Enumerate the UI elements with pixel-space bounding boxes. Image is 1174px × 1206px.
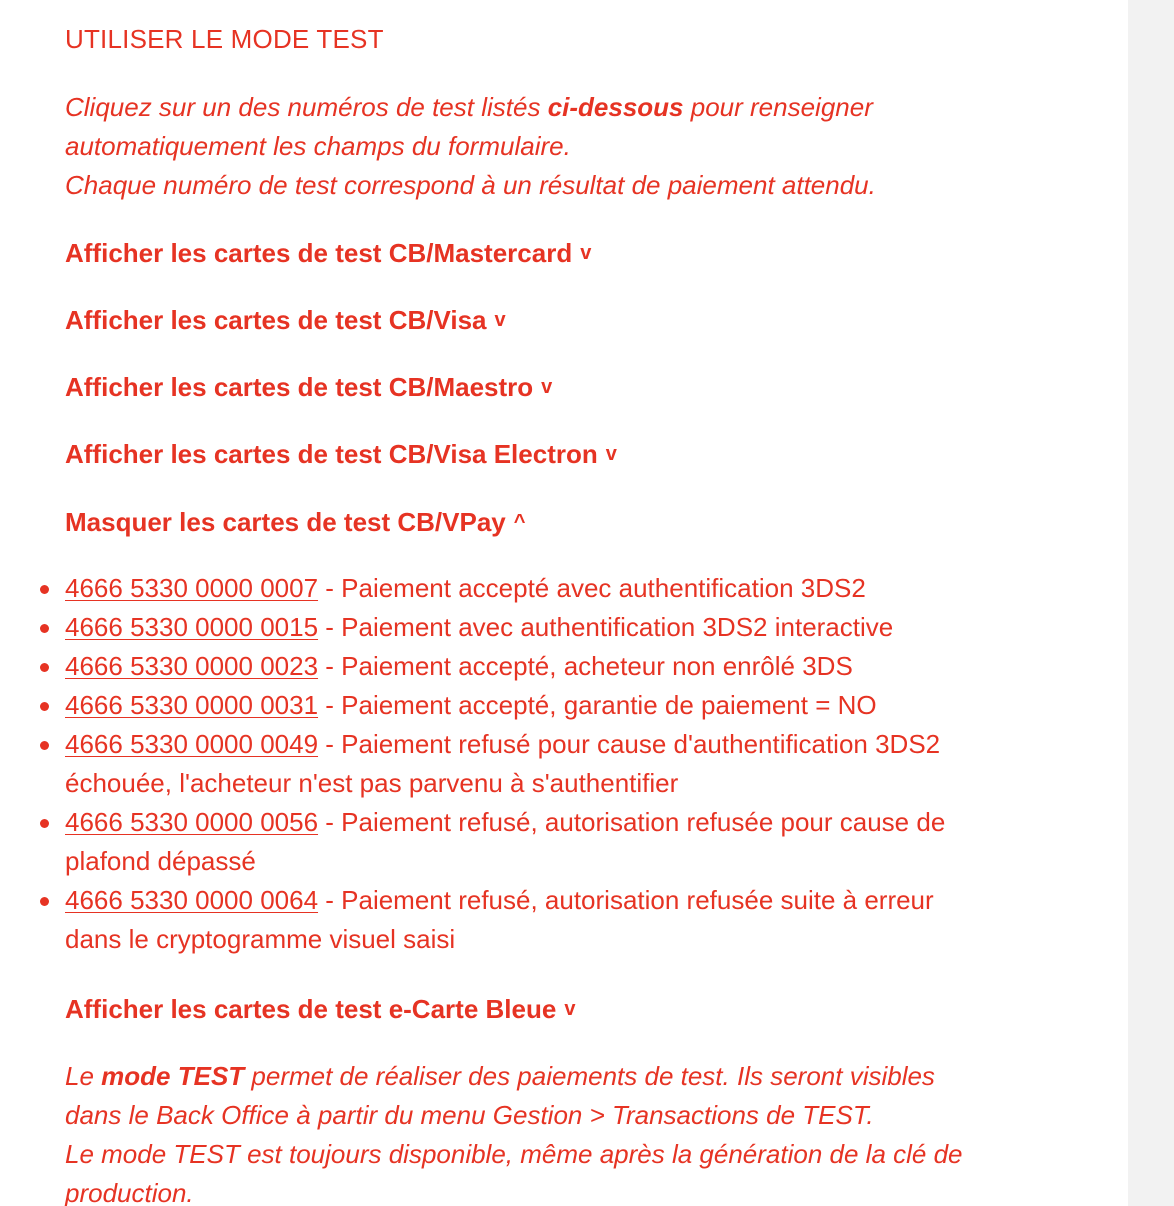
card-description-continued: dans le cryptogramme visuel saisi <box>65 924 456 954</box>
note-line3: Le mode TEST est toujours disponible, même après la génération de la clé de <box>65 1139 963 1169</box>
card-description: - Paiement refusé pour cause d'authentification 3DS2 <box>318 729 941 759</box>
card-description: - Paiement accepté avec authentification 3DS2 <box>318 573 866 603</box>
toggle-mastercard-cards[interactable] <box>65 236 591 270</box>
test-card-link[interactable]: 4666 5330 0000 0064 <box>65 885 319 915</box>
intro-line1-end: pour renseigner <box>683 92 873 122</box>
bullet-icon <box>40 897 49 906</box>
bullet-icon <box>40 702 49 711</box>
toggle-maestro-label: Afficher les cartes de test CB/Maestro <box>65 372 534 402</box>
test-card-link[interactable]: 4666 5330 0000 0031 <box>65 690 319 720</box>
card-description: - Paiement refusé, autorisation refusée pour cause de <box>318 807 946 837</box>
list-item <box>65 647 1125 686</box>
note-line1-start: Le <box>65 1061 102 1091</box>
toggle-vpay-label: Masquer les cartes de test CB/VPay <box>65 507 506 537</box>
chevron-down-icon: v <box>564 998 576 1020</box>
chevron-down-icon: v <box>494 309 506 331</box>
test-card-link[interactable]: 4666 5330 0000 0007 <box>65 573 319 603</box>
test-card-link[interactable]: 4666 5330 0000 0023 <box>65 651 319 681</box>
chevron-down-icon: v <box>605 443 617 465</box>
test-card-link[interactable]: 4666 5330 0000 0049 <box>65 729 319 759</box>
chevron-up-icon: ^ <box>513 511 526 533</box>
vpay-card-list <box>0 569 1125 959</box>
toggle-mastercard-label: Afficher les cartes de test CB/Mastercard <box>65 238 573 268</box>
list-item <box>65 881 1125 959</box>
toggle-ecarte-bleue-cards[interactable] <box>65 992 575 1026</box>
note-line4: production. <box>65 1178 194 1206</box>
card-description: - Paiement avec authentification 3DS2 interactive <box>318 612 894 642</box>
chevron-down-icon: v <box>541 376 553 398</box>
toggle-ecarte-label: Afficher les cartes de test e-Carte Bleue <box>65 994 557 1024</box>
section-title: UTILISER LE MODE TEST <box>65 24 384 54</box>
intro-emphasis: ci-dessous <box>547 92 684 122</box>
card-description: - Paiement accepté, garantie de paiement = NO <box>318 690 877 720</box>
intro-text <box>65 88 1065 205</box>
toggle-visa-electron-label: Afficher les cartes de test CB/Visa Electron <box>65 439 598 469</box>
toggle-visa-label: Afficher les cartes de test CB/Visa <box>65 305 487 335</box>
card-description-continued: plafond dépassé <box>65 846 256 876</box>
card-description-continued: échouée, l'acheteur n'est pas parvenu à s'authentifier <box>65 768 679 798</box>
test-card-link[interactable]: 4666 5330 0000 0056 <box>65 807 319 837</box>
intro-line2: automatiquement les champs du formulaire. <box>65 131 571 161</box>
card-description: - Paiement accepté, acheteur non enrôlé 3DS <box>318 651 853 681</box>
bullet-icon <box>40 741 49 750</box>
bullet-icon <box>40 624 49 633</box>
note-line2: dans le Back Office à partir du menu Gestion > Transactions de TEST. <box>65 1100 874 1130</box>
bullet-icon <box>40 819 49 828</box>
side-gutter <box>1128 0 1174 1206</box>
card-description: - Paiement refusé, autorisation refusée suite à erreur <box>318 885 934 915</box>
list-item <box>65 686 1125 725</box>
bullet-icon <box>40 663 49 672</box>
list-item <box>65 725 1125 803</box>
list-item <box>65 608 1125 647</box>
bullet-icon <box>40 585 49 594</box>
test-card-link[interactable]: 4666 5330 0000 0015 <box>65 612 319 642</box>
intro-line1-start: Cliquez sur un des numéros de test listés <box>65 92 548 122</box>
chevron-down-icon: v <box>580 242 592 264</box>
list-item <box>65 569 1125 608</box>
toggle-visa-electron-cards[interactable] <box>65 437 617 471</box>
test-mode-note <box>65 1057 1065 1206</box>
note-emphasis: mode TEST <box>101 1061 245 1091</box>
toggle-maestro-cards[interactable] <box>65 370 552 404</box>
toggle-visa-cards[interactable] <box>65 303 506 337</box>
list-item <box>65 803 1125 881</box>
intro-line3: Chaque numéro de test correspond à un résultat de paiement attendu. <box>65 170 876 200</box>
note-line1-end: permet de réaliser des paiements de test. Ils seront visibles <box>244 1061 935 1091</box>
toggle-vpay-cards[interactable] <box>65 505 525 539</box>
